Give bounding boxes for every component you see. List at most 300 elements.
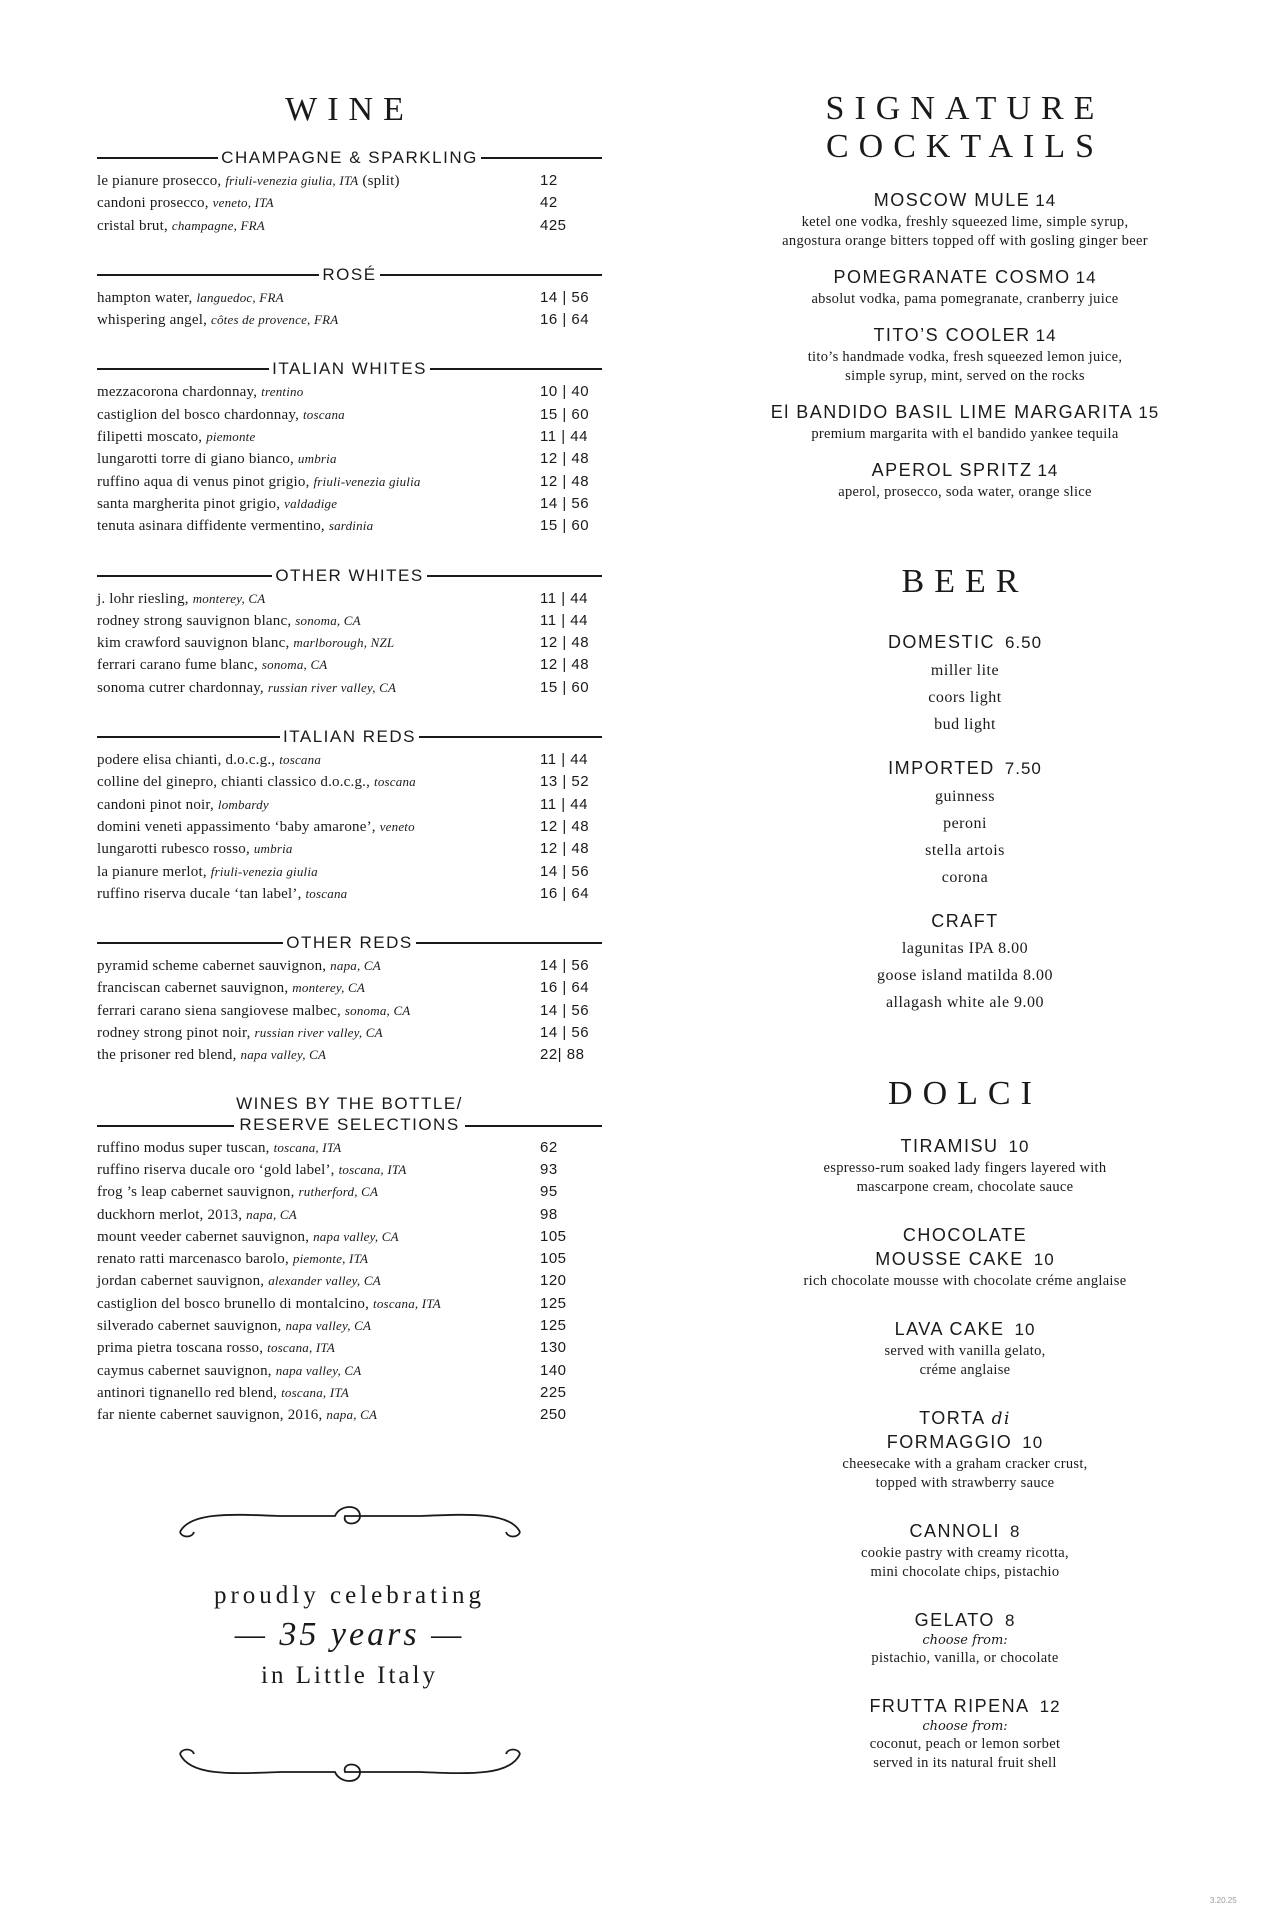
wine-region: umbria xyxy=(253,841,293,857)
cocktail-item xyxy=(735,458,1195,502)
divider-line xyxy=(481,157,602,159)
wine-section-header xyxy=(97,265,602,285)
wine-row xyxy=(97,448,602,470)
divider-line xyxy=(97,368,269,370)
beer-item: peroni xyxy=(943,815,987,832)
dolci-name-text: GELATO xyxy=(914,1610,995,1630)
wine-section-label: ITALIAN WHITES xyxy=(272,359,427,379)
divider-line xyxy=(430,368,602,370)
beer-group-label: DOMESTIC xyxy=(887,632,995,652)
dolci-item xyxy=(735,1223,1195,1291)
wine-price: 12 | 48 xyxy=(540,450,590,468)
cocktail-list xyxy=(735,188,1195,502)
dolci-item xyxy=(735,1608,1195,1668)
wine-price: 105 xyxy=(540,1227,567,1245)
wine-region: umbria xyxy=(297,451,337,467)
wine-section-header xyxy=(97,727,602,747)
dolci-desc: espresso-rum soaked lady fingers layered with xyxy=(823,1160,1107,1176)
wine-name xyxy=(97,426,255,448)
divider-line xyxy=(97,1125,234,1127)
wine-row xyxy=(97,493,602,515)
wine-row xyxy=(97,977,602,999)
wine-section-header xyxy=(97,359,602,379)
wine-price: 11 | 44 xyxy=(540,428,588,446)
beer-item: miller lite xyxy=(930,662,1000,679)
wine-region: champagne, FRA xyxy=(171,217,265,233)
wine-name xyxy=(97,287,284,309)
wine-price: 15 | 60 xyxy=(540,405,590,423)
wine-row xyxy=(97,794,602,816)
wine-region: toscana, ITA xyxy=(338,1161,407,1177)
wine-price: 14 | 56 xyxy=(540,494,590,512)
wine-name-text: caymus cabernet sauvignon, xyxy=(97,1362,276,1379)
dolci-price: 10 xyxy=(1014,1320,1036,1339)
wine-name-text: franciscan cabernet sauvignon, xyxy=(97,980,293,997)
wine-row xyxy=(97,771,602,793)
dolci-price: 12 xyxy=(1039,1697,1061,1716)
wine-region: napa valley, CA xyxy=(275,1362,362,1378)
wine-section-label: CHAMPAGNE & SPARKLING xyxy=(221,148,478,167)
wine-name-text: domini veneti appassimento ‘baby amarone’, xyxy=(97,818,380,835)
wine-row xyxy=(97,1315,602,1337)
beer-group-name xyxy=(735,909,1195,933)
wine-price: 14 | 56 xyxy=(540,1001,590,1019)
beer-item: guinness xyxy=(935,788,995,805)
beer-group xyxy=(735,756,1195,891)
cocktails-title-line1: SIGNATURE xyxy=(825,90,1105,127)
wine-price: 125 xyxy=(540,1316,567,1334)
dolci-item xyxy=(735,1694,1195,1773)
beer-group-name xyxy=(735,756,1195,781)
wine-price: 140 xyxy=(540,1361,567,1379)
beer-group-label: IMPORTED xyxy=(888,758,995,778)
dolci-item xyxy=(735,1317,1195,1380)
wine-price: 42 xyxy=(540,194,558,212)
wine-name-text: rodney strong pinot noir, xyxy=(97,1025,255,1042)
wine-row xyxy=(97,1137,602,1159)
wine-suffix: (split) xyxy=(358,173,400,189)
wine-name-text: jordan cabernet sauvignon, xyxy=(97,1273,269,1290)
wine-region: alexander valley, CA xyxy=(268,1273,381,1289)
dolci-name-text: CANNOLI xyxy=(909,1521,1001,1541)
wine-region: trentino xyxy=(261,384,304,400)
wine-price: 15 | 60 xyxy=(540,678,590,696)
wine-rows xyxy=(97,588,602,699)
wine-region: sonoma, CA xyxy=(261,657,328,673)
wine-price: 105 xyxy=(540,1250,567,1268)
wine-name-text: la pianure merlot, xyxy=(97,863,211,880)
dolci-name xyxy=(735,1317,1195,1342)
wine-price: 93 xyxy=(540,1160,558,1178)
wine-row xyxy=(97,1181,602,1203)
wine-name xyxy=(97,1293,441,1315)
wine-price: 62 xyxy=(540,1138,558,1156)
wine-price: 11 | 44 xyxy=(540,611,588,629)
cocktail-name xyxy=(735,323,1195,348)
divider-line xyxy=(419,736,602,738)
cocktail-desc: aperol, prosecco, soda water, orange slice xyxy=(838,484,1092,500)
wine-price: 425 xyxy=(540,216,567,234)
wine-region: toscana, ITA xyxy=(373,1295,441,1311)
dolci-name-text: TORTA xyxy=(919,1408,986,1428)
wine-row xyxy=(97,1293,602,1315)
wine-price: 16 | 64 xyxy=(540,311,590,329)
wine-row xyxy=(97,838,602,860)
wine-name xyxy=(97,677,396,699)
wine-region: friuli-venezia giulia, ITA xyxy=(225,173,359,188)
wine-name-text: candoni prosecco, xyxy=(97,195,213,212)
wine-region: napa valley, CA xyxy=(285,1317,372,1333)
dolci-name-text: FORMAGGIO xyxy=(886,1432,1013,1452)
dolci-desc: rich chocolate mousse with chocolate créme anglaise xyxy=(803,1273,1127,1289)
dolci-item xyxy=(735,1134,1195,1197)
wine-region: piemonte, ITA xyxy=(292,1251,369,1267)
wine-name xyxy=(97,1022,383,1044)
cocktail-price: 14 xyxy=(1075,268,1097,287)
wine-name-text: santa margherita pinot grigio, xyxy=(97,495,285,512)
wine-price: 225 xyxy=(540,1383,567,1401)
wine-name xyxy=(97,309,338,331)
wine-section-label: OTHER WHITES xyxy=(275,565,424,585)
wine-row xyxy=(97,861,602,883)
wine-name-text: pyramid scheme cabernet sauvignon, xyxy=(97,958,331,975)
wine-row xyxy=(97,1248,602,1270)
wine-row xyxy=(97,309,602,331)
cocktail-name xyxy=(735,265,1195,290)
wine-name-text: candoni pinot noir, xyxy=(97,796,218,813)
wine-row xyxy=(97,1337,602,1359)
cocktail-item xyxy=(735,265,1195,309)
wine-name xyxy=(97,1315,371,1337)
cocktail-desc: ketel one vodka, freshly squeezed lime, simple syrup, xyxy=(801,214,1129,230)
beer-item: stella artois xyxy=(925,842,1005,859)
wine-name xyxy=(97,861,318,883)
wine-name xyxy=(97,977,365,999)
wine-row xyxy=(97,1360,602,1382)
wine-section xyxy=(97,566,602,699)
beer-item: corona xyxy=(941,869,989,886)
wine-row xyxy=(97,1000,602,1022)
cocktail-price: 14 xyxy=(1035,191,1057,210)
dolci-price: 8 xyxy=(1010,1522,1021,1541)
dolci-choose: choose from: xyxy=(922,1719,1008,1734)
dolci-desc: créme anglaise xyxy=(919,1362,1011,1378)
cocktails-title xyxy=(735,90,1195,166)
wine-row xyxy=(97,287,602,309)
beer-items xyxy=(735,783,1195,891)
wine-name xyxy=(97,215,265,237)
dolci-name xyxy=(735,1134,1195,1159)
wine-name-text: prima pietra toscana rosso, xyxy=(97,1340,268,1357)
wine-price: 13 | 52 xyxy=(540,773,590,791)
cocktail-desc: premium margarita with el bandido yankee tequila xyxy=(811,426,1119,442)
wine-name xyxy=(97,1248,368,1270)
wine-price: 12 | 48 xyxy=(540,634,590,652)
dolci-list xyxy=(735,1134,1195,1773)
divider-line xyxy=(427,575,602,577)
dolci-name-text: MOUSSE CAKE xyxy=(875,1249,1024,1269)
wine-region: napa valley, CA xyxy=(313,1228,399,1244)
wine-name xyxy=(97,493,337,515)
wine-row xyxy=(97,1022,602,1044)
wine-title: WINE xyxy=(285,91,414,128)
wine-name xyxy=(97,955,381,977)
dolci-desc: coconut, peach or lemon sorbet xyxy=(869,1736,1061,1752)
wine-row xyxy=(97,471,602,493)
wine-rows xyxy=(97,749,602,905)
wine-name xyxy=(97,1270,381,1292)
wine-region: russian river valley, CA xyxy=(254,1025,383,1041)
wine-name xyxy=(97,1181,378,1203)
bottle-label-line2: RESERVE SELECTIONS xyxy=(239,1114,460,1134)
wine-row xyxy=(97,381,602,403)
dolci-name xyxy=(735,1223,1195,1247)
wine-name xyxy=(97,1404,377,1426)
wine-row xyxy=(97,1270,602,1292)
bottle-section-header xyxy=(97,1093,602,1135)
wine-price: 11 | 44 xyxy=(540,589,588,607)
wine-section xyxy=(97,727,602,905)
dolci-name xyxy=(735,1519,1195,1544)
dolci-desc: cookie pastry with creamy ricotta, xyxy=(861,1545,1069,1561)
wine-name-text: castiglion del bosco chardonnay, xyxy=(97,406,303,423)
wine-name xyxy=(97,771,416,793)
wine-price: 12 | 48 xyxy=(540,840,590,858)
wine-column xyxy=(97,90,602,1790)
celebration-line1: proudly celebrating xyxy=(213,1582,486,1610)
flourish-top-icon xyxy=(170,1502,530,1542)
cocktail-name xyxy=(735,458,1195,483)
wine-region: russian river valley, CA xyxy=(267,679,397,695)
beer-group-price: 7.50 xyxy=(1004,759,1042,778)
wine-price: 22| 88 xyxy=(540,1046,585,1064)
dolci-name-text: LAVA CAKE xyxy=(894,1319,1005,1339)
cocktail-desc: absolut vodka, pama pomegranate, cranberry juice xyxy=(811,291,1119,307)
wine-row xyxy=(97,426,602,448)
wine-price: 12 xyxy=(540,172,558,189)
wine-name xyxy=(97,1337,335,1359)
celebration-line3: in Little Italy xyxy=(261,1662,438,1690)
wine-name-text: mezzacorona chardonnay, xyxy=(97,384,262,401)
dolci-script-name: di xyxy=(991,1409,1011,1429)
dolci-name xyxy=(735,1694,1195,1719)
wine-name-text: frog ’s leap cabernet sauvignon, xyxy=(97,1184,299,1201)
cocktail-item xyxy=(735,400,1195,444)
wine-name xyxy=(97,588,265,610)
cocktail-item xyxy=(735,323,1195,386)
wine-row xyxy=(97,749,602,771)
wine-name-text: le pianure prosecco, xyxy=(97,173,226,189)
wine-name-text: filipetti moscato, xyxy=(97,429,207,446)
beer-item: bud light xyxy=(934,716,996,733)
wine-name xyxy=(97,654,327,676)
wine-region: toscana, ITA xyxy=(281,1384,349,1400)
wine-rows xyxy=(97,381,602,537)
wine-region: veneto xyxy=(379,818,415,834)
dolci-item xyxy=(735,1519,1195,1582)
flourish-bottom-icon xyxy=(170,1746,530,1790)
wine-name-text: far niente cabernet sauvignon, 2016, xyxy=(97,1407,327,1424)
beer-title: BEER xyxy=(901,563,1029,600)
wine-price: 10 | 40 xyxy=(540,383,590,401)
divider-line xyxy=(97,274,319,276)
cocktail-name-text: POMEGRANATE COSMO xyxy=(833,267,1071,287)
wine-price: 12 | 48 xyxy=(540,656,590,674)
wine-region: veneto, ITA xyxy=(212,195,274,211)
beer-group xyxy=(735,909,1195,1016)
beer-items xyxy=(735,935,1195,1016)
wine-row xyxy=(97,955,602,977)
beer-groups xyxy=(735,630,1195,1016)
dolci-name xyxy=(735,1406,1195,1430)
bottle-label-line1: WINES BY THE BOTTLE/ xyxy=(236,1093,463,1113)
cocktail-name xyxy=(735,188,1195,213)
wine-row xyxy=(97,1044,602,1066)
wine-row xyxy=(97,215,602,237)
wine-name-text: tenuta asinara diffidente vermentino, xyxy=(97,518,329,535)
cocktail-name-text: TITO’S COOLER xyxy=(873,325,1031,345)
wine-row xyxy=(97,515,602,537)
divider-line xyxy=(97,575,272,577)
dolci-desc: served with vanilla gelato, xyxy=(884,1343,1046,1359)
wine-name xyxy=(97,632,394,654)
wine-region: toscana, ITA xyxy=(273,1139,342,1155)
dolci-desc: topped with strawberry sauce xyxy=(875,1475,1055,1491)
wine-name xyxy=(97,1360,361,1382)
wine-sections xyxy=(97,148,602,1067)
dolci-name xyxy=(735,1430,1195,1455)
wine-price: 15 | 60 xyxy=(540,517,590,535)
wine-price: 125 xyxy=(540,1294,567,1312)
wine-region: sonoma, CA xyxy=(295,612,361,628)
wine-name xyxy=(97,794,269,816)
wine-section-header xyxy=(97,933,602,953)
cocktail-name-text: MOSCOW MULE xyxy=(873,190,1031,210)
wine-region: marlborough, NZL xyxy=(293,635,395,651)
cocktail-desc: tito’s handmade vodka, fresh squeezed lemon juice, xyxy=(807,349,1123,365)
wine-name-text: j. lohr riesling, xyxy=(97,590,193,607)
wine-section xyxy=(97,148,602,237)
wine-name-text: lungarotti torre di giano bianco, xyxy=(97,451,298,468)
wine-name xyxy=(97,515,373,537)
celebration-block xyxy=(97,1502,602,1790)
wine-price: 98 xyxy=(540,1205,558,1223)
divider-line xyxy=(97,736,280,738)
cocktail-price: 15 xyxy=(1138,403,1160,422)
wine-row xyxy=(97,1204,602,1226)
bottle-section xyxy=(97,1093,602,1427)
wine-rows xyxy=(97,170,602,237)
dolci-desc: served in its natural fruit shell xyxy=(873,1755,1057,1771)
wine-row xyxy=(97,1404,602,1426)
wine-row xyxy=(97,654,602,676)
wine-name xyxy=(97,1204,297,1226)
divider-line xyxy=(97,157,218,159)
divider-line xyxy=(380,274,602,276)
wine-price: 11 | 44 xyxy=(540,751,588,769)
wine-section-label: ROSÉ xyxy=(322,264,377,284)
wine-name-text: mount veeder cabernet sauvignon, xyxy=(97,1228,314,1245)
wine-region: napa, CA xyxy=(326,1407,378,1423)
cocktail-name-text: El BANDIDO BASIL LIME MARGARITA xyxy=(770,402,1134,422)
wine-row xyxy=(97,1382,602,1404)
wine-section xyxy=(97,265,602,332)
wine-name-text: whispering angel, xyxy=(97,312,211,329)
wine-name xyxy=(97,749,321,771)
dolci-desc: pistachio, vanilla, or chocolate xyxy=(871,1650,1059,1666)
wine-row xyxy=(97,1226,602,1248)
divider-line xyxy=(416,942,602,944)
cocktail-name xyxy=(735,400,1195,425)
footer-code: 3.20.25 xyxy=(1210,1896,1237,1905)
dolci-title: DOLCI xyxy=(888,1075,1042,1112)
wine-name xyxy=(97,1226,399,1248)
beer-items xyxy=(735,657,1195,738)
wine-name-text: castiglion del bosco brunello di montalcino, xyxy=(97,1295,374,1312)
bottle-section-label xyxy=(234,1093,465,1135)
beer-item: coors light xyxy=(928,689,1002,706)
wine-name-text: sonoma cutrer chardonnay, xyxy=(97,679,268,696)
wine-name-text: cristal brut, xyxy=(97,217,172,234)
wine-price: 12 | 48 xyxy=(540,472,590,490)
dolci-name-text: CHOCOLATE xyxy=(902,1225,1028,1245)
dolci-item xyxy=(735,1406,1195,1493)
wine-price: 11 | 44 xyxy=(540,795,588,813)
beer-item: allagash white ale 9.00 xyxy=(885,994,1045,1011)
beer-group-label: CRAFT xyxy=(931,911,999,931)
wine-section-label: OTHER REDS xyxy=(286,933,413,953)
wine-region: piemonte xyxy=(206,429,256,445)
wine-region: napa, CA xyxy=(246,1206,297,1222)
dolci-desc: mascarpone cream, chocolate sauce xyxy=(856,1179,1074,1195)
bottle-rows xyxy=(97,1137,602,1427)
beer-group xyxy=(735,630,1195,738)
cocktails-title-line2: COCKTAILS xyxy=(825,128,1105,165)
wine-row xyxy=(97,1159,602,1181)
wine-row xyxy=(97,192,602,214)
beer-item: lagunitas IPA 8.00 xyxy=(901,940,1029,957)
wine-row xyxy=(97,883,602,905)
wine-name xyxy=(97,883,347,905)
dolci-name xyxy=(735,1247,1195,1272)
dolci-name-text: TIRAMISU xyxy=(900,1136,999,1156)
wine-name xyxy=(97,610,361,632)
dolci-price: 10 xyxy=(1033,1250,1055,1269)
wine-price: 14 | 56 xyxy=(540,288,590,306)
wine-name xyxy=(97,192,274,214)
wine-region: côtes de provence, FRA xyxy=(211,312,339,328)
wine-name-text: ruffino riserva ducale oro ‘gold label’, xyxy=(97,1161,339,1178)
wine-name xyxy=(97,838,293,860)
wine-name-text: hampton water, xyxy=(97,289,197,306)
wine-region: valdadige xyxy=(284,495,338,511)
dolci-name xyxy=(735,1608,1195,1633)
wine-row xyxy=(97,677,602,699)
wine-price: 95 xyxy=(540,1183,558,1201)
dolci-name-text: FRUTTA RIPENA xyxy=(869,1696,1030,1716)
wine-price: 14 | 56 xyxy=(540,862,590,880)
dolci-desc: mini chocolate chips, pistachio xyxy=(870,1564,1060,1580)
wine-name xyxy=(97,1382,349,1404)
wine-name-text: lungarotti rubesco rosso, xyxy=(97,841,254,858)
celebration-text xyxy=(97,1582,602,1690)
wine-region: toscana xyxy=(305,885,348,901)
wine-name-text: colline del ginepro, chianti classico d.o.c.g., xyxy=(97,774,375,791)
dolci-price: 10 xyxy=(1008,1137,1030,1156)
wine-region: monterey, CA xyxy=(192,590,266,606)
wine-name-text: renato ratti marcenasco barolo, xyxy=(97,1251,293,1268)
cocktail-name-text: APEROL SPRITZ xyxy=(871,460,1033,480)
